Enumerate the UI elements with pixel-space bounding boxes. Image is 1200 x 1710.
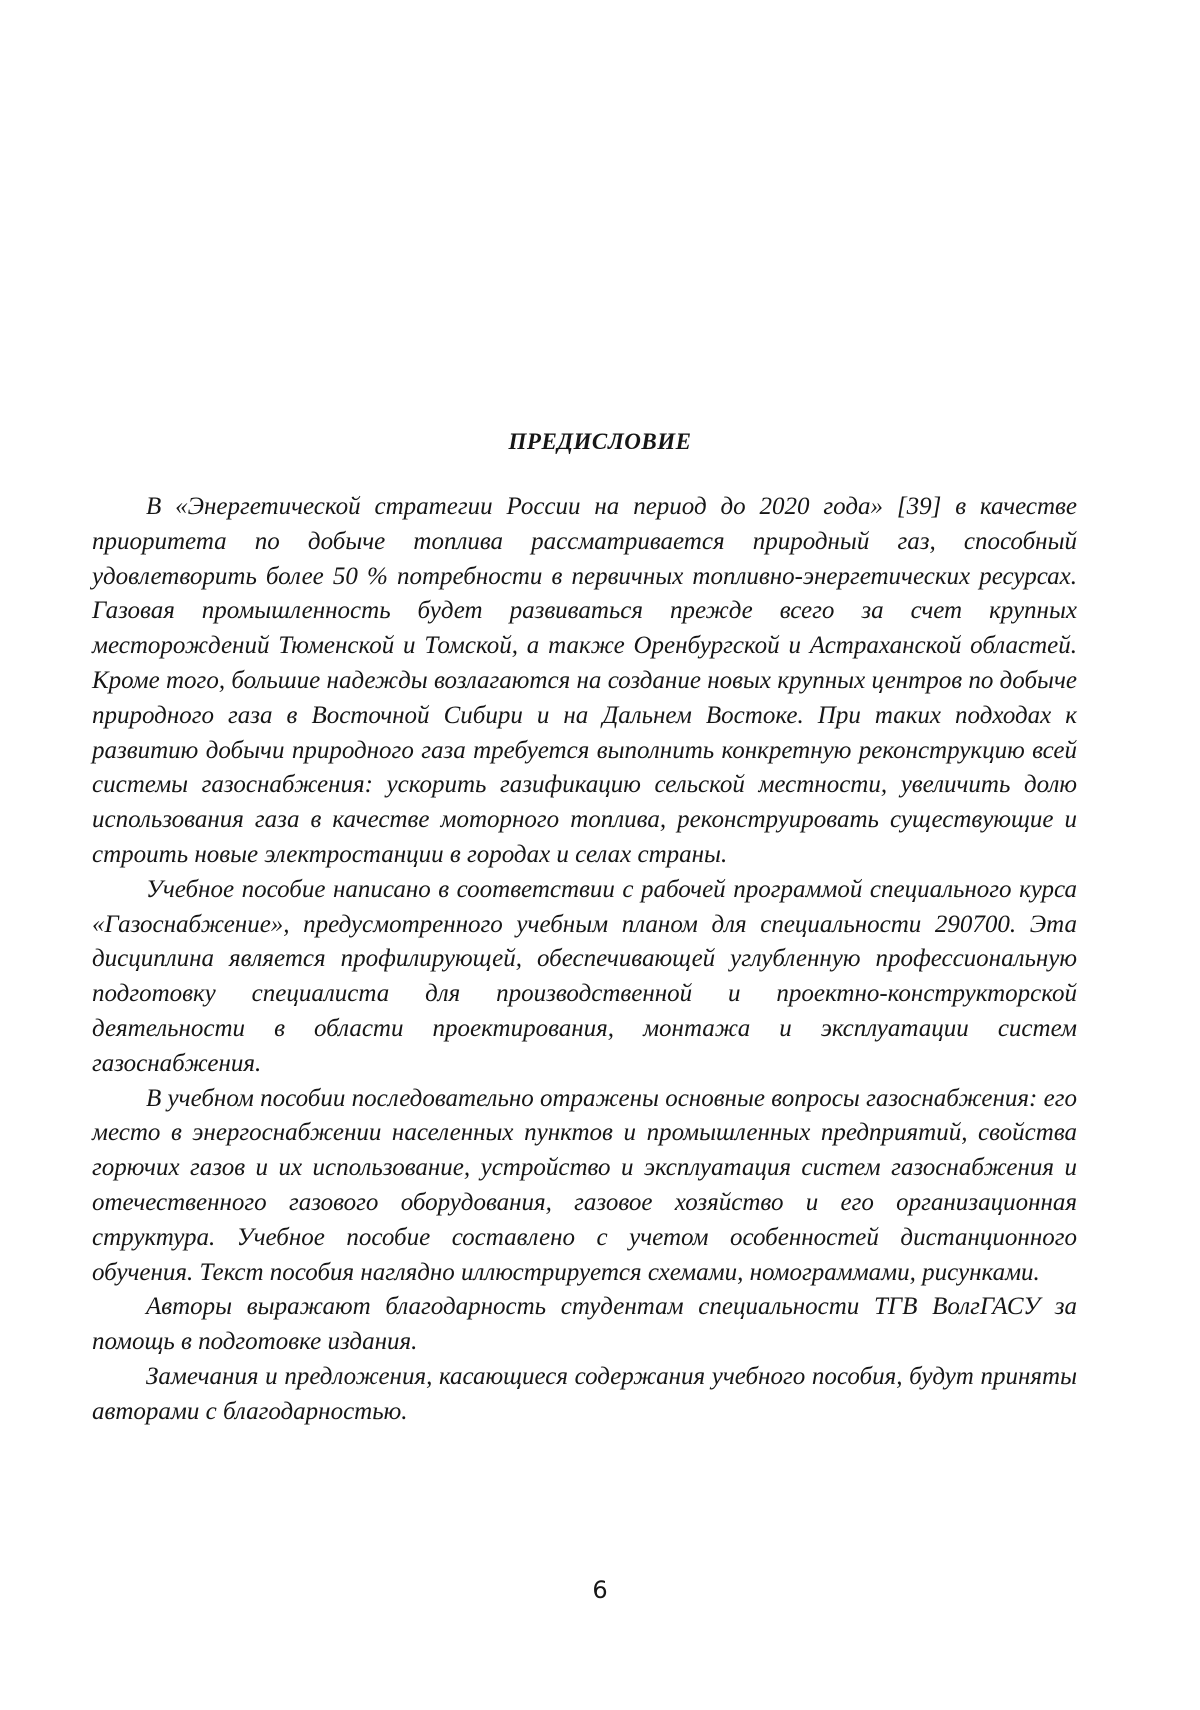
preface-body xyxy=(92,490,1077,1430)
paragraph-1: В «Энергетической стратегии России на период до 2020 года» [39] в качестве приоритета по добыче топлива рассматривается природный газ, способный удовлетворить более 50 % потребности в первичных топливно-энергетических ресурсах. Газовая промышленность будет развиваться прежде всего за счет крупных месторождений Тюменской и Томской, а также Оренбургской и Астраханской областей. Кроме того, большие надежды возлагаются на создание новых крупных центров по добыче природного газа в Восточной Сибири и на Дальнем Востоке. При таких подходах к развитию добычи природного газа требуется выполнить конкретную реконструкцию всей системы газоснабжения: ускорить газификацию сельской местности, увеличить долю использования газа в качестве моторного топлива, реконструировать существующие и строить новые электростанции в городах и селах страны. xyxy=(92,493,1077,868)
paragraph-5: Замечания и предложения, касающиеся содержания учебного пособия, будут приняты авторами с благодарностью. xyxy=(92,1362,1077,1425)
paragraph-2: Учебное пособие написано в соответствии с рабочей программой специального курса «Газоснабжение», предусмотренного учебным планом для специальности 290700. Эта дисциплина является профилирующей, обеспечивающей углубленную профессиональную подготовку специалиста для производственной и проектно-конструкторской деятельности в области проектирования, монтажа и эксплуатации систем газоснабжения. xyxy=(92,875,1077,1077)
page-title: ПРЕДИСЛОВИЕ xyxy=(508,429,692,454)
paragraph-4: Авторы выражают благодарность студентам специальности ТГВ ВолгГАСУ за помощь в подготовке издания. xyxy=(92,1293,1077,1356)
paragraph-3: В учебном пособии последовательно отражены основные вопросы газоснабжения: его место в энергоснабжении населенных пунктов и промышленных предприятий, свойства горючих газов и их использование, устройство и эксплуатация систем газоснабжения и отечественного газового оборудования, газовое хозяйство и его организационная структура. Учебное пособие составлено с учетом особенностей дистанционного обучения. Текст пособия наглядно иллюстрируется схемами, номограммами, рисунками. xyxy=(92,1084,1077,1286)
page-number: 6 xyxy=(592,1576,608,1604)
